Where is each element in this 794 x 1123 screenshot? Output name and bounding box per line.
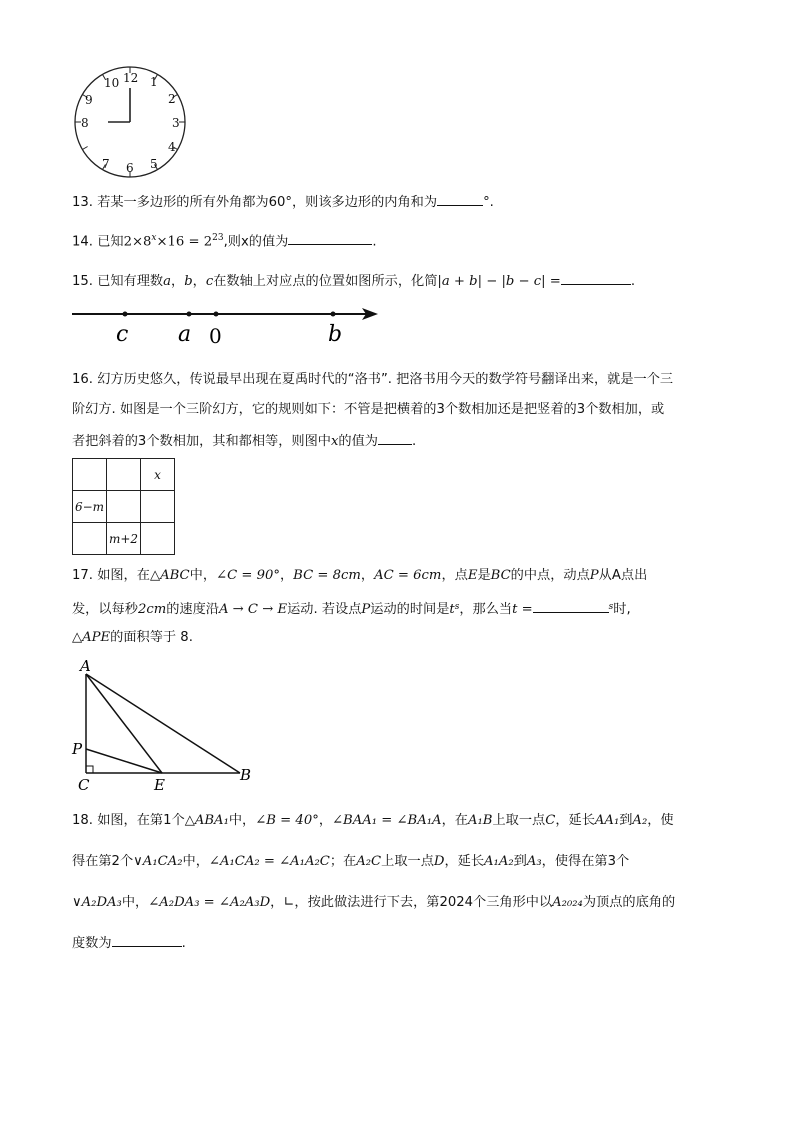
triangle-1: △ABA₁ [184,813,229,828]
text: 从A点出 [598,568,648,583]
question-13 [72,191,494,213]
point-a2: A₂ [632,813,648,828]
text: 到 [619,813,633,828]
question-16-text-3: 者把斜着的3个数相加，其和都相等，则图中 [72,434,331,449]
question-17-line-2 [72,597,631,620]
text: 得在第2个 [72,854,134,869]
label-a: a [178,322,192,347]
segment-a1b: A₁B [467,813,493,828]
text: 中， [189,568,217,583]
var-b: b [184,274,193,289]
clock-number-5: 5 [150,157,158,171]
clock-number-1: 1 [150,75,158,89]
label-b: B [240,766,252,784]
magic-square-row [73,491,175,523]
text: 如图，在第1个 [97,813,185,828]
point-c: C [545,813,556,828]
text: ，点 [441,568,468,583]
angle-equation-3: ∠A₂DA₃ = ∠A₂A₃D [148,895,271,910]
unit-s: s [608,602,614,612]
triangle-2: ∨A₁CA₂ [133,854,183,869]
angle-equation-2: ∠A₁CA₂ = ∠A₁A₂C [208,854,330,869]
text: 中， [182,854,209,869]
point-zero [214,312,219,317]
question-14-exp-23: 23 [212,233,224,243]
segment-ab [86,674,240,773]
text: 时, [613,602,631,617]
point-a2024: A₂₀₂₄ [552,895,583,910]
text: 中， [228,813,256,828]
text: 为顶点的底角的 [582,895,676,910]
point-c [123,312,128,317]
text: 发，以每秒 [72,602,138,617]
text: ，使 [647,813,674,828]
angle-b: ∠B = 40° [255,813,319,828]
label-c: c [116,322,129,347]
ac-length: AC = 6cm [374,568,442,583]
question-16-end: . [411,434,417,449]
clock-number-7: 7 [102,157,110,171]
angle-equation-1: ∠BAA₁ = ∠BA₁A [332,813,442,828]
question-14-exp-x: x [151,233,157,243]
question-17-number: 17. [72,568,93,583]
clock-number-10: 9 [85,93,93,107]
bc-length: BC = 8cm [293,568,361,583]
separator: ， [360,568,375,583]
separator: ， [270,895,284,910]
magic-square-row [73,523,175,555]
text: 是 [477,568,491,583]
clock-number-11: 10 [104,76,120,90]
question-18-line-4 [72,932,186,954]
question-17-line-3 [72,628,193,648]
segment-aa1: AA₁ [594,813,620,828]
t-equals: t = [512,602,533,617]
answer-blank-17[interactable] [533,598,609,613]
ellipsis-mark: ∟ [283,895,295,910]
triangle-3: ∨A₂DA₃ [72,895,122,910]
question-13-end: °. [483,195,494,210]
angle-c: ∠C = 90° [216,568,280,583]
text: ，使得在第3个 [541,854,630,869]
question-15-number: 15. [72,274,93,289]
text: 的中点，动点 [510,568,590,583]
segment-a1a2: A₁A₂ [484,854,514,869]
text: 运动. 若设点 [287,602,362,617]
triangle-ape: △APE [72,630,111,645]
question-16-line-1 [72,370,673,390]
point-a3: A₃ [526,854,542,869]
question-16-text-1: 幻方历史悠久，传说最早出现在夏禹时代的“洛书”. 把洛书用今天的数学符号翻译出来，就是一个三 [97,372,674,387]
question-13-text: 若某一多边形的所有外角都为60°，则该多边形的内角和为 [97,195,438,210]
text: ，延长 [444,854,485,869]
text: 上取一点 [381,854,434,869]
var-t: t [449,602,455,617]
triangle-figure [70,656,260,796]
question-13-number: 13. [72,195,93,210]
magic-cell [141,491,175,523]
magic-cell [73,459,107,491]
var-c: c [205,274,214,289]
triangle-abc: △ABC [149,568,190,583]
magic-square-row [73,459,175,491]
question-14 [72,228,377,252]
label-p: P [72,740,83,758]
question-14-expr: 2×8 [123,234,152,250]
question-16-line-3 [72,430,416,452]
segment-pe [86,749,162,773]
separator: ， [192,274,206,289]
text: 中， [121,895,149,910]
text: 上取一点 [492,813,546,828]
text: 如图，在 [97,568,150,583]
label-c: C [78,776,90,794]
separator: ， [318,813,332,828]
question-16-line-2 [72,400,664,420]
answer-blank-18[interactable] [112,932,182,947]
question-14-number: 14. [72,234,93,250]
question-16-text-2: 阶幻方. 如图是一个三阶幻方，它的规则如下：不管是把横着的3个数相加还是把竖着的3个数相加，或 [72,402,665,417]
answer-blank-13[interactable] [437,191,483,206]
point-p: P [589,568,599,583]
question-18-line-3 [72,893,675,913]
question-18-line-2 [72,852,629,872]
magic-cell [107,459,141,491]
point-p: P [361,602,371,617]
clock-figure [68,64,194,182]
right-angle-mark [86,766,93,773]
separator: ， [171,274,185,289]
point-b [331,312,336,317]
label-a: A [80,657,91,675]
magic-square [72,458,175,555]
number-line-figure [68,300,384,350]
answer-blank-15[interactable] [561,270,631,285]
magic-cell: 6−m [73,491,107,523]
question-14-expr2: ×16 = 2 [156,234,213,250]
segment-a2c: A₂C [356,854,382,869]
text: ；在 [329,854,357,869]
segment-ae [86,674,162,773]
question-15-text: 已知有理数 [97,274,164,289]
speed: 2cm [137,602,167,617]
magic-cell [141,523,175,555]
clock-number-9: 8 [81,116,89,130]
question-14-text: 已知 [97,234,124,250]
text: ，按此做法进行下去，第2024个三角形中以 [294,895,553,910]
answer-blank-16[interactable] [378,430,412,445]
text: ，在 [441,813,468,828]
clock-number-4: 4 [168,140,176,154]
magic-cell [73,523,107,555]
point-d: D [433,854,445,869]
question-16-text-4: 的值为 [338,434,378,449]
label-b: b [328,322,343,347]
answer-blank-14[interactable] [288,230,372,245]
text: 的面积等于 8. [110,630,193,645]
clock-number-2: 2 [168,92,176,106]
clock-number-6: 6 [126,161,134,175]
text: ，延长 [555,813,595,828]
question-15 [72,270,635,292]
question-18-number: 18. [72,813,93,828]
clock-number-12: 12 [123,71,139,85]
text: 运动的时间是 [370,602,450,617]
magic-cell: m+2 [107,523,141,555]
path: A → C → E [218,602,288,617]
var-a: a [163,274,171,289]
text: 的速度沿 [166,602,219,617]
text: ，那么当 [459,602,513,617]
label-zero: 0 [209,324,222,348]
label-e: E [154,776,165,794]
question-17-line-1 [72,566,647,586]
question-14-text-after: ,则x的值为 [223,234,289,250]
point-e: E [467,568,478,583]
segment-bc: BC [490,568,511,583]
question-15-expr: |a + b| − |b − c| = [437,274,561,289]
magic-cell: x [141,459,175,491]
clock-number-3: 3 [172,116,180,130]
question-18-line-1 [72,811,674,831]
separator: ， [279,568,294,583]
text: 到 [513,854,527,869]
text: 度数为 [72,936,112,951]
magic-cell [107,491,141,523]
question-16-number: 16. [72,372,93,387]
question-15-text-mid: 在数轴上对应点的位置如图所示，化简 [213,274,438,289]
unit-s: s [454,602,460,612]
text: . [181,936,186,951]
var-x: x [330,434,339,449]
question-15-end: . [630,274,636,289]
question-14-end: . [372,234,377,250]
point-a [187,312,192,317]
